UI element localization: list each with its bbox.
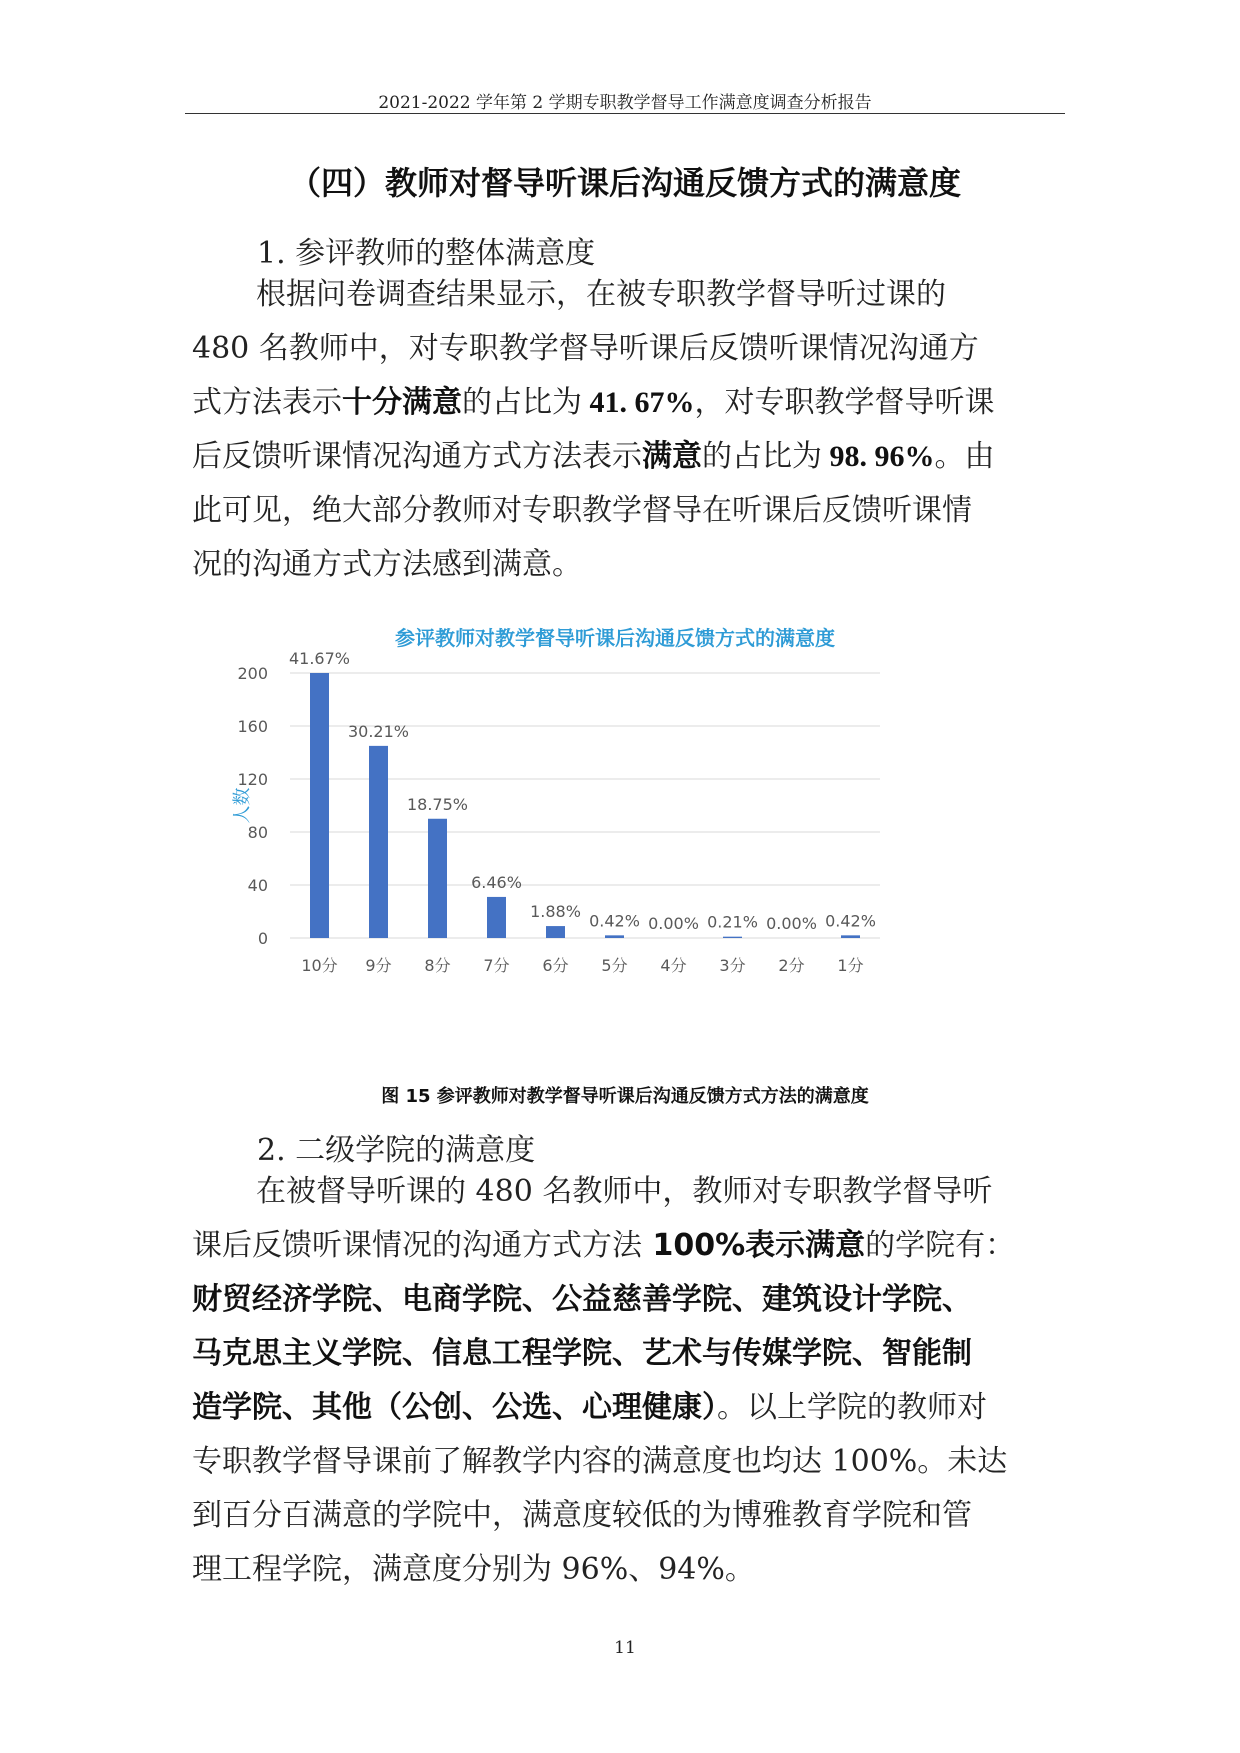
y-tick-label: 160 bbox=[237, 717, 268, 736]
para2-line-6: 专职教学督导课前了解教学内容的满意度也均达 100%。未达 bbox=[192, 1444, 1008, 1479]
chart-svg bbox=[230, 625, 1020, 1075]
bar-7分 bbox=[487, 897, 506, 938]
paragraph-colleges bbox=[192, 1165, 1052, 1597]
para1-line-3: 式方法表示十分满意的占比为 41. 67%，对专职教学督导听课 bbox=[192, 385, 995, 420]
x-tick-label: 3分 bbox=[719, 956, 746, 975]
bar-3分 bbox=[723, 937, 742, 938]
para1-line-1: 根据问卷调查结果显示，在被专职教学督导听过课的 bbox=[256, 277, 946, 312]
bar-9分 bbox=[369, 746, 388, 938]
header-divider bbox=[185, 113, 1065, 114]
x-tick-label: 10分 bbox=[301, 956, 338, 975]
x-tick-label: 5分 bbox=[601, 956, 628, 975]
highlight-98-96: 98. 96% bbox=[822, 440, 935, 473]
bar-10分 bbox=[310, 673, 329, 938]
para1-line-5: 此可见，绝大部分教师对专职教学督导在听课后反馈听课情 bbox=[192, 493, 972, 528]
y-tick-label: 120 bbox=[237, 770, 268, 789]
data-label: 18.75% bbox=[406, 794, 469, 814]
bar-1分 bbox=[841, 935, 860, 938]
y-axis-label: 人数 bbox=[232, 787, 253, 824]
highlight-satisfied: 满意 bbox=[642, 439, 702, 474]
subsection-heading-2: 2. 二级学院的满意度 bbox=[257, 1133, 536, 1168]
chart-title: 参评教师对教学督导听课后沟通反馈方式的满意度 bbox=[395, 626, 835, 650]
data-label: 0.00% bbox=[766, 914, 817, 933]
y-tick-label: 80 bbox=[247, 823, 268, 842]
highlight-41-67: 41. 67% bbox=[582, 386, 695, 419]
bar-8分 bbox=[428, 819, 447, 938]
data-label: 30.21% bbox=[347, 721, 410, 741]
para1-line-6: 况的沟通方式方法感到满意。 bbox=[192, 547, 582, 582]
x-tick-label: 7分 bbox=[483, 956, 510, 975]
data-label: 0.00% bbox=[648, 914, 699, 933]
highlight-colleges-end: 造学院、其他（公创、公选、心理健康） bbox=[192, 1390, 717, 1425]
y-tick-label: 40 bbox=[247, 876, 268, 895]
subsection-heading-1: 1. 参评教师的整体满意度 bbox=[257, 236, 596, 271]
bar-5分 bbox=[605, 935, 624, 938]
paragraph-overall bbox=[192, 268, 1052, 592]
x-tick-label: 9分 bbox=[365, 956, 392, 975]
bar-6分 bbox=[546, 926, 565, 938]
data-label: 0.42% bbox=[589, 911, 640, 931]
para2-line-5: 造学院、其他（公创、公选、心理健康）。以上学院的教师对 bbox=[192, 1390, 987, 1425]
data-label: 0.42% bbox=[825, 911, 876, 931]
data-label: 6.46% bbox=[471, 872, 522, 892]
para2-line-4: 马克思主义学院、信息工程学院、艺术与传媒学院、智能制 bbox=[192, 1336, 972, 1371]
page-number: 11 bbox=[614, 1638, 636, 1658]
para2-line-2: 课后反馈听课情况的沟通方式方法 100%表示满意的学院有： bbox=[192, 1228, 1016, 1263]
highlight-very-satisfied: 十分满意 bbox=[342, 385, 462, 420]
highlight-100-satisfied: 100%表示满意 bbox=[642, 1228, 866, 1263]
x-tick-label: 2分 bbox=[778, 956, 805, 975]
y-tick-label: 0 bbox=[257, 929, 268, 948]
x-tick-label: 1分 bbox=[837, 956, 864, 975]
para1-line-2: 480 名教师中，对专职教学督导听课后反馈听课情况沟通方 bbox=[192, 331, 979, 366]
para2-line-3: 财贸经济学院、电商学院、公益慈善学院、建筑设计学院、 bbox=[192, 1282, 972, 1317]
para1-line-4: 后反馈听课情况沟通方式方法表示满意的占比为 98. 96%。由 bbox=[192, 439, 995, 474]
figure-caption: 图 15 参评教师对教学督导听课后沟通反馈方式方法的满意度 bbox=[381, 1086, 869, 1107]
satisfaction-bar-chart bbox=[230, 625, 1020, 1075]
data-label: 41.67% bbox=[288, 649, 351, 668]
x-tick-label: 4分 bbox=[660, 956, 687, 975]
data-label: 1.88% bbox=[530, 902, 581, 922]
y-tick-label: 200 bbox=[237, 664, 268, 683]
x-tick-label: 6分 bbox=[542, 956, 569, 975]
page-header: 2021-2022 学年第 2 学期专职教学督导工作满意度调查分析报告 bbox=[378, 93, 872, 113]
para2-line-1: 在被督导听课的 480 名教师中，教师对专职教学督导听 bbox=[256, 1174, 993, 1209]
x-tick-label: 8分 bbox=[424, 956, 451, 975]
data-label: 0.21% bbox=[707, 912, 758, 932]
section-title: （四）教师对督导听课后沟通反馈方式的满意度 bbox=[288, 164, 961, 202]
para2-line-8: 理工程学院，满意度分别为 96%、94%。 bbox=[192, 1552, 755, 1587]
para2-line-7: 到百分百满意的学院中，满意度较低的为博雅教育学院和管 bbox=[192, 1498, 972, 1533]
